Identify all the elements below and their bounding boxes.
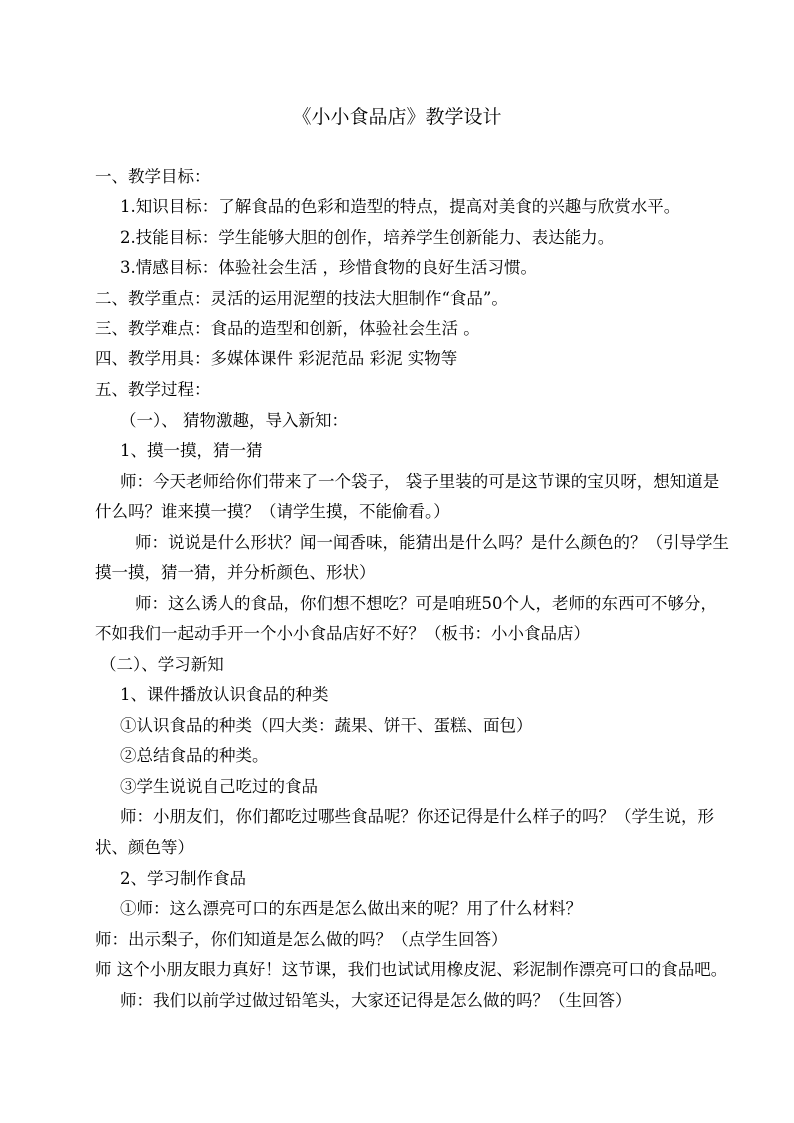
list-item: ②总结食品的种类。	[120, 746, 269, 765]
step-touch-guess: 1、摸一摸，猜一猜	[120, 441, 263, 460]
paragraph-line: 什么吗？谁来摸一摸？（请学生摸，不能偷看。）	[95, 502, 450, 521]
paragraph-line: 师：今天老师给你们带来了一个袋子， 袋子里装的可是这节课的宝贝呀，想知道是	[120, 472, 720, 491]
objective-skill: 2.技能目标：学生能够大胆的创作，培养学生创新能力、表达能力。	[120, 228, 615, 247]
paragraph-line: 不如我们一起动手开一个小小食品店好不好？（板书：小小食品店）	[95, 624, 590, 643]
list-item: ①认识食品的种类（四大类：蔬果、饼干、蛋糕、面包）	[120, 716, 533, 735]
list-item: ③学生说说自己吃过的食品	[120, 777, 318, 796]
document-title: 《小小食品店》教学设计	[292, 106, 502, 128]
subsection-intro-heading: （一）、 猜物激趣，导入新知：	[120, 411, 348, 430]
step-making-food: 2、学习制作食品	[120, 869, 246, 888]
paragraph-line: 师：我们以前学过做过铅笔头，大家还记得是怎么做的吗？（生回答）	[120, 991, 632, 1010]
paragraph-line: 师：说说是什么形状？闻一闻香味，能猜出是什么吗？是什么颜色的？（引导学生	[135, 533, 729, 552]
objective-knowledge: 1.知识目标：了解食品的色彩和造型的特点，提高对美食的兴趣与欣赏水平。	[120, 197, 681, 216]
subsection-new-knowledge-heading: （二）、学习新知	[100, 655, 224, 674]
paragraph-line: 师 这个小朋友眼力真好！这节课，我们也试试用橡皮泥、彩泥制作漂亮可口的食品吧。	[95, 960, 728, 979]
section-objectives-heading: 一、教学目标：	[95, 167, 211, 186]
paragraph-line: 状、颜色等）	[95, 838, 194, 857]
paragraph-line: 摸一摸，猜一猜，并分析颜色、形状）	[95, 563, 376, 582]
objective-emotion: 3.情感目标：体验社会生活 ，珍惜食物的良好生活习惯。	[120, 258, 537, 277]
section-key-points: 二、教学重点：灵活的运用泥塑的技法大胆制作“食品”。	[95, 289, 508, 308]
step-courseware: 1、课件播放认识食品的种类	[120, 685, 329, 704]
paragraph-line: ①师：这么漂亮可口的东西是怎么做出来的呢？用了什么材料？	[120, 899, 582, 918]
section-difficulties: 三、教学难点：食品的造型和创新，体验社会生活 。	[95, 319, 480, 338]
paragraph-line: 师：这么诱人的食品，你们想不想吃？可是咱班50个人，老师的东西可不够分，	[135, 594, 717, 613]
paragraph-line: 师：出示梨子，你们知道是怎么做的吗？（点学生回答）	[95, 930, 508, 949]
paragraph-line: 师：小朋友们，你们都吃过哪些食品呢？你还记得是什么样子的吗？（学生说，形	[120, 807, 714, 826]
section-teaching-tools: 四、教学用具：多媒体课件 彩泥范品 彩泥 实物等	[95, 349, 458, 368]
section-teaching-process: 五、教学过程：	[95, 380, 211, 399]
